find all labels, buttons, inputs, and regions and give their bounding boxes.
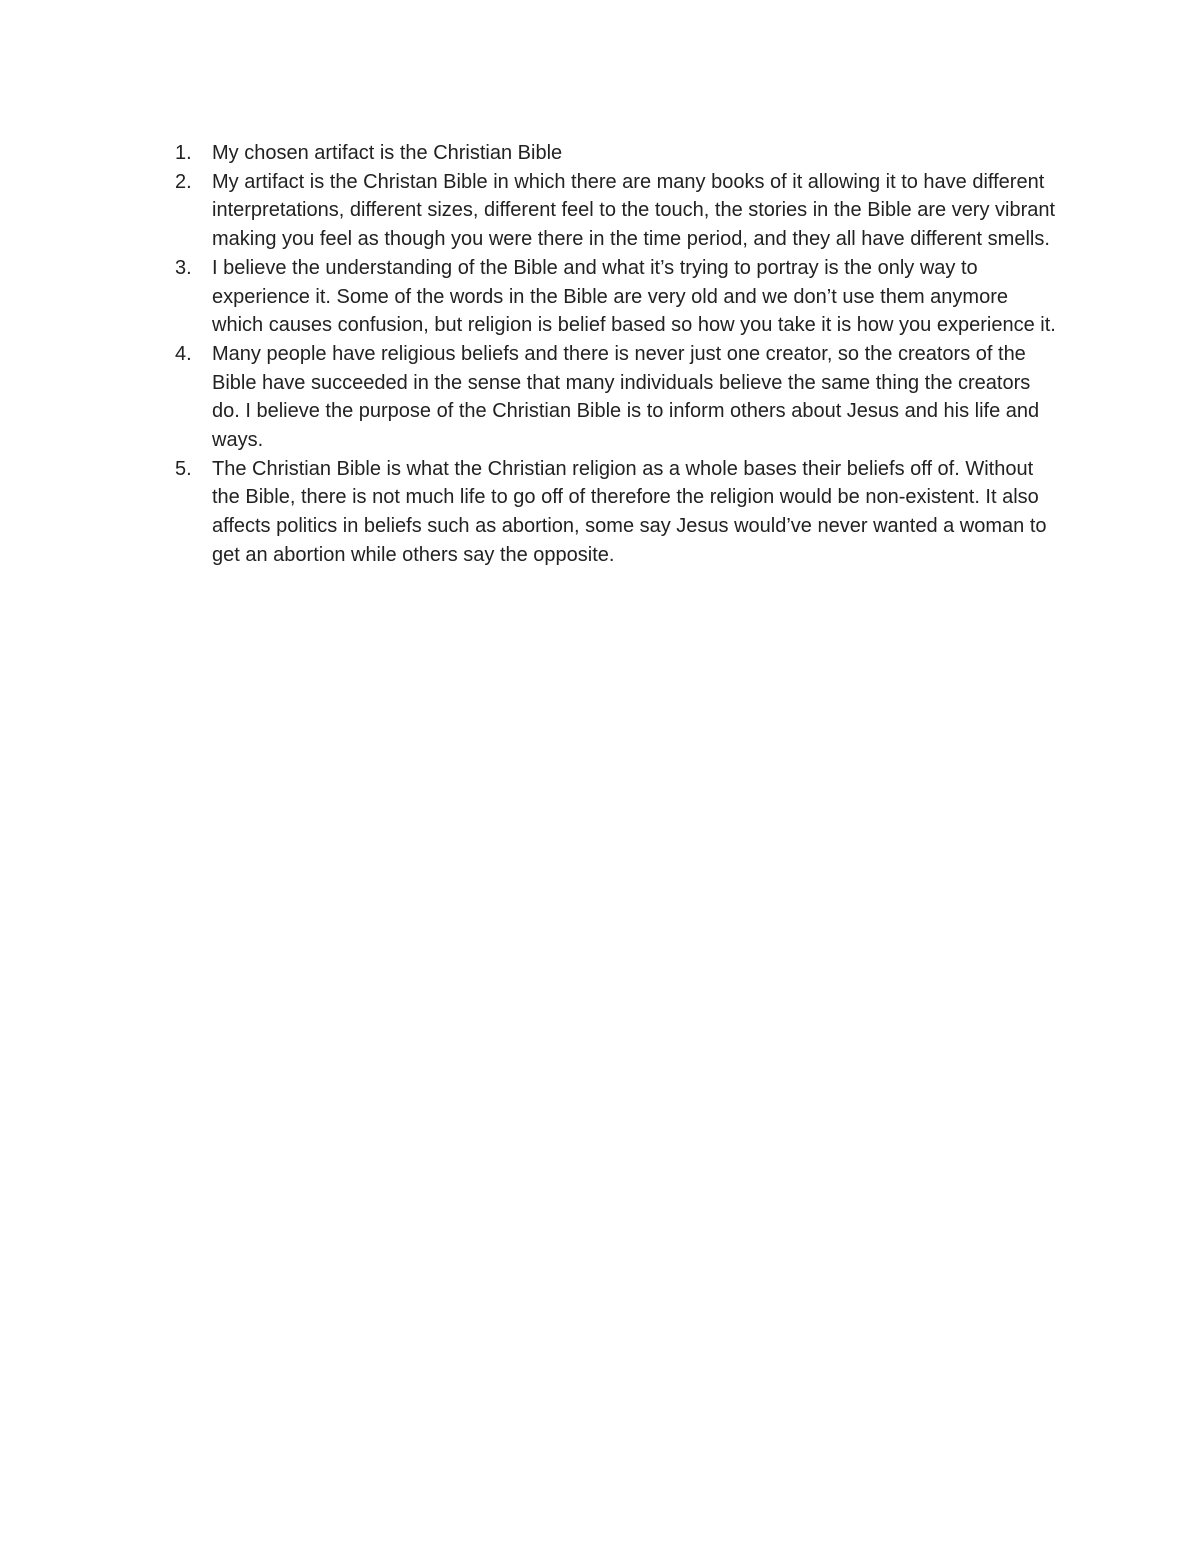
list-item-number: 4. [175, 342, 192, 365]
list-item-text: My chosen artifact is the Christian Bible [212, 142, 563, 164]
list-item-number: 5. [175, 457, 192, 480]
list-item-number: 1. [175, 142, 192, 164]
numbered-list [172, 139, 1062, 570]
list-item-text: I believe the understanding of the Bible and what it’s trying to portray is the only way to experience it. Some of the words in the Bible are very old and we don’t use them anymore which causes confusion, but religion is belief based so how you take it is how you experience it. [212, 256, 1056, 337]
list-item-4 [172, 340, 1062, 455]
list-item-text: The Christian Bible is what the Christian religion as a whole bases their beliefs off of. Without the Bible, there is not much life to go off of therefore the religion would be non-existent. It also affects politics in beliefs such as abortion, some say Jesus would’ve never wanted a woman to get an abortion while others say the opposite. [212, 457, 1047, 566]
list-item-text: Many people have religious beliefs and there is never just one creator, so the creators of the Bible have succeeded in the sense that many individuals believe the same thing the creators do. I believe the purpose of the Christian Bible is to inform others about Jesus and his life and ways. [212, 342, 1040, 452]
list-item-1 [172, 139, 1062, 168]
list-item-number: 2. [175, 170, 192, 193]
list-item-3 [172, 254, 1062, 340]
list-item-number: 3. [175, 256, 192, 279]
list-item-5 [172, 455, 1062, 570]
list-item-text: My artifact is the Christan Bible in which there are many books of it allowing it to have different interpretations, different sizes, different feel to the touch, the stories in the Bible are very vibrant making you feel as though you were there in the time period, and they all have different smells. [212, 170, 1056, 251]
list-item-2 [172, 168, 1062, 254]
